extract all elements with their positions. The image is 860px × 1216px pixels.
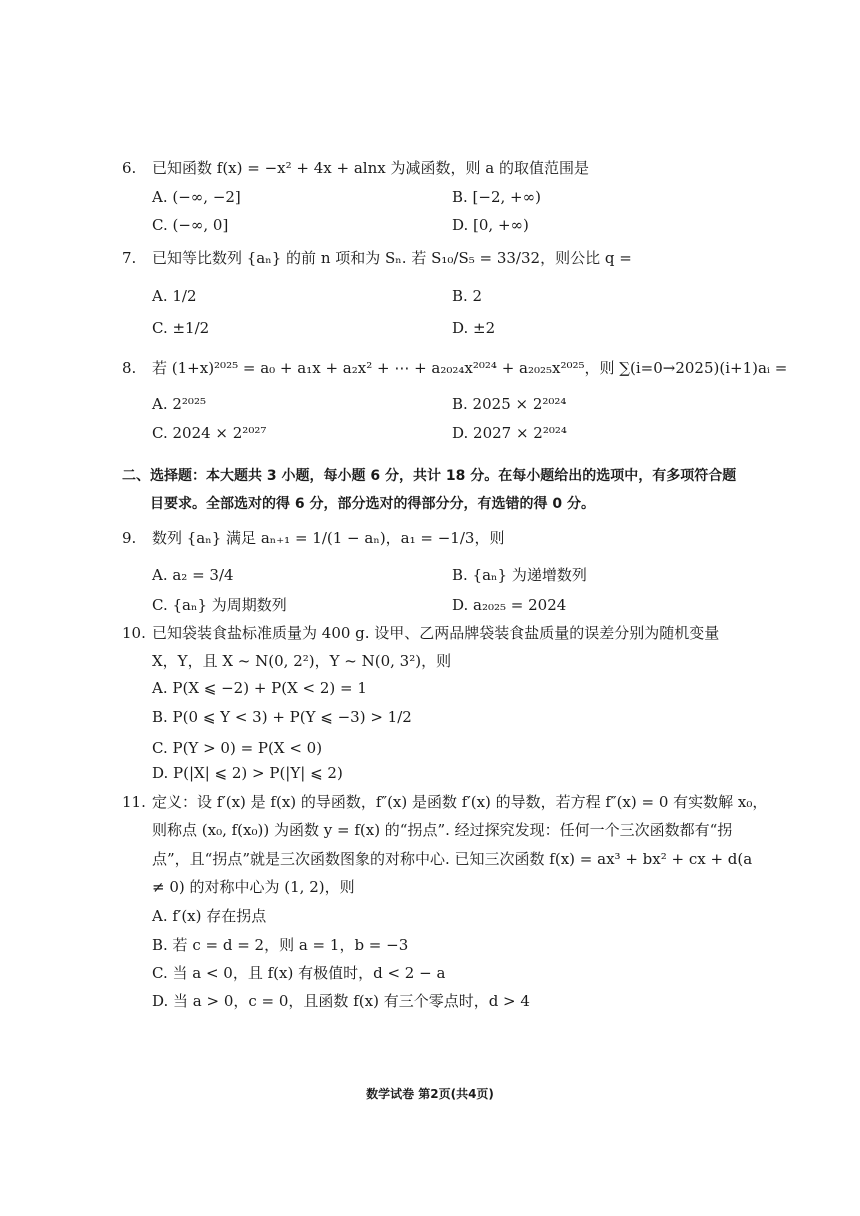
question-stem: 数列 {aₙ} 满足 aₙ₊₁ = 1/(1 − aₙ)，a₁ = −1/3，则 [152,529,505,547]
option-b: B. 2025 × 2²⁰²⁴ [452,395,567,413]
question-number: 6. [122,159,137,177]
question-number: 8. [122,359,137,377]
option-b: B. 2 [452,287,483,305]
section-2-line-1: 二、选择题：本大题共 3 小题，每小题 6 分，共计 18 分。在每小题给出的选项中，有多项符合题 [122,468,737,484]
option-d: D. [0, +∞) [452,216,529,234]
option-a: A. 2²⁰²⁵ [152,395,206,413]
question-number: 7. [122,249,137,267]
question-stem-line-1: 定义：设 f′(x) 是 f(x) 的导函数，f″(x) 是函数 f′(x) 的导数，若方程 f″(x) = 0 有实数解 x₀， [152,793,768,811]
question-stem-line-1: 已知袋装食盐标准质量为 400 g. 设甲、乙两品牌袋装食盐质量的误差分别为随机变量 [152,624,720,642]
question-9 [122,528,504,548]
question-number: 10. [122,624,146,642]
question-6 [122,158,589,178]
option-d: D. P(|X| ⩽ 2) > P(|Y| ⩽ 2) [152,764,343,782]
page-footer: 数学试卷 第2页(共4页) [366,1087,494,1101]
section-2-line-2: 目要求。全部选对的得 6 分，部分选对的得部分分，有选错的得 0 分。 [150,496,595,512]
option-b: B. P(0 ⩽ Y < 3) + P(Y ⩽ −3) > 1/2 [152,708,412,726]
option-b: B. {aₙ} 为递增数列 [452,566,587,584]
option-a: A. 1/2 [152,287,197,305]
option-a: A. a₂ = 3/4 [152,566,234,584]
question-stem-line-3: 点”，且“拐点”就是三次函数图象的对称中心. 已知三次函数 f(x) = ax³ + bx² + cx + d(a [152,850,753,868]
option-b: B. 若 c = d = 2，则 a = 1，b = −3 [152,936,409,954]
option-d: D. 当 a > 0，c = 0，且函数 f(x) 有三个零点时，d > 4 [152,992,530,1010]
option-a: A. f′(x) 存在拐点 [152,907,267,925]
question-number: 9. [122,529,137,547]
question-stem: 若 (1+x)²⁰²⁵ = a₀ + a₁x + a₂x² + ⋯ + a₂₀₂₄x²⁰²⁴ + a₂₀₂₅x²⁰²⁵，则 ∑(i=0→2025)(i+1)aᵢ = [152,359,788,377]
question-11 [122,792,767,812]
question-stem-line-2: 则称点 (x₀, f(x₀)) 为函数 y = f(x) 的“拐点”. 经过探究发现：任何一个三次函数都有“拐 [152,821,733,839]
question-stem-line-4: ≠ 0) 的对称中心为 (1, 2)，则 [152,878,355,896]
question-8 [122,358,787,378]
question-number: 11. [122,793,146,811]
option-d: D. a₂₀₂₅ = 2024 [452,596,567,614]
option-c: C. 2024 × 2²⁰²⁷ [152,424,267,442]
option-d: D. ±2 [452,319,496,337]
question-7 [122,248,632,268]
question-stem-line-2: X，Y，且 X ~ N(0, 2²)，Y ~ N(0, 3²)，则 [152,652,452,670]
option-b: B. [−2, +∞) [452,188,541,206]
option-c: C. 当 a < 0，且 f(x) 有极值时，d < 2 − a [152,964,446,982]
option-a: A. (−∞, −2] [152,188,241,206]
question-10 [122,623,719,643]
option-c: C. {aₙ} 为周期数列 [152,596,287,614]
option-c: C. (−∞, 0] [152,216,229,234]
question-stem: 已知函数 f(x) = −x² + 4x + alnx 为减函数，则 a 的取值范围是 [152,159,589,177]
option-c: C. P(Y > 0) = P(X < 0) [152,739,323,757]
section-2-heading [122,462,742,518]
option-d: D. 2027 × 2²⁰²⁴ [452,424,567,442]
option-c: C. ±1/2 [152,319,210,337]
question-stem: 已知等比数列 {aₙ} 的前 n 项和为 Sₙ. 若 S₁₀/S₅ = 33/32，则公比 q = [152,249,632,267]
option-a: A. P(X ⩽ −2) + P(X < 2) = 1 [152,679,367,697]
